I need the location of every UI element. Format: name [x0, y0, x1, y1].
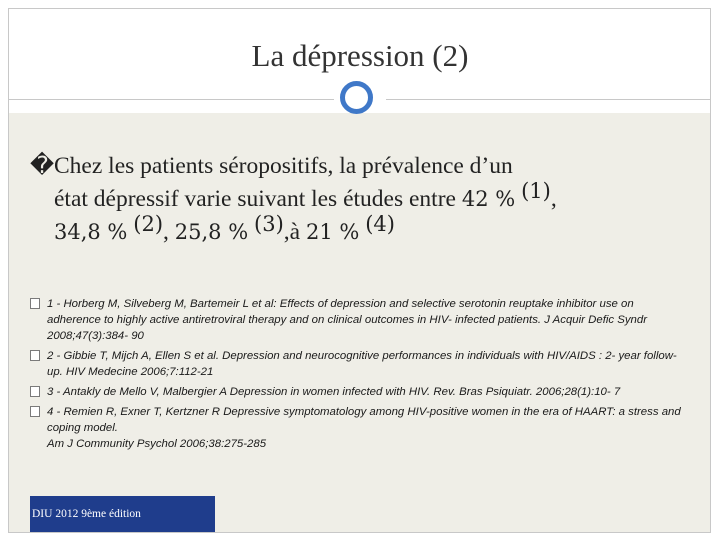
footer-text: DIU 2012 9ème édition: [32, 508, 141, 520]
reference-item: [30, 296, 690, 344]
separator-3: ,à: [283, 219, 306, 245]
reference-text: 3 - Antakly de Mello V, Malbergier A Depression in women infected with HIV. Rev. Bras Psiquiatr. 2006;28(1):10- 7: [47, 386, 621, 398]
reference-text: 1 - Horberg M, Silveberg M, Bartemeir L et al: Effects of depression and selective serotonin reuptake inhibitor use on adherence to highly active antiretroviral therapy and on clinical outcomes in HIV- infected patients. J Acquir Defic Syndr 2008;47(3):384- 90: [47, 298, 647, 342]
reference-item-continuation: [30, 436, 690, 452]
prevalence-value-1: 42 %: [461, 187, 516, 211]
bullet-box-icon: [30, 386, 40, 397]
citation-3: (3): [254, 212, 284, 236]
separator-2: ,: [163, 219, 175, 245]
reference-item: [30, 348, 690, 380]
citation-4: (4): [365, 212, 395, 236]
divider-circle-icon: [340, 81, 373, 114]
separator-1: ,: [550, 186, 557, 212]
slide-title: La dépression (2): [251, 38, 469, 73]
main-bullet-line-3: [30, 212, 710, 249]
title-divider-left: [9, 99, 334, 100]
citation-1: (1): [521, 179, 551, 203]
bullet-box-icon: [30, 350, 40, 361]
prevalence-value-3: 25,8 %: [174, 220, 249, 244]
reference-text: Am J Community Psychol 2006;38:275-285: [47, 438, 267, 450]
reference-text: 2 - Gibbie T, Mijch A, Ellen S et al. Depression and neurocognitive performances in individuals with HIV/AIDS : 2- year follow-up. HIV Medecine 2006;7:112-21: [47, 350, 677, 378]
reference-item: [30, 384, 690, 400]
main-bullet-line-1: [30, 150, 710, 183]
main-bullet-text-2: état dépressif varie suivant les études entre: [54, 186, 462, 212]
main-bullet: [30, 150, 710, 249]
reference-item: [30, 404, 690, 436]
citation-2: (2): [133, 212, 164, 236]
prevalence-value-4: 21 %: [305, 220, 360, 244]
reference-text: 4 - Remien R, Exner T, Kertzner R Depressive symptomatology among HIV-positive women in the era of HAART: a stress and coping model.: [47, 406, 681, 434]
bullet-icon: �: [30, 153, 55, 179]
title-divider-right: [386, 99, 710, 100]
prevalence-value-2: 34,8 %: [54, 220, 128, 244]
main-bullet-text-1: Chez les patients séropositifs, la prévalence d’un: [54, 153, 513, 179]
bullet-box-icon: [30, 406, 40, 417]
bullet-box-icon: [30, 298, 40, 309]
references-list: [30, 296, 690, 456]
